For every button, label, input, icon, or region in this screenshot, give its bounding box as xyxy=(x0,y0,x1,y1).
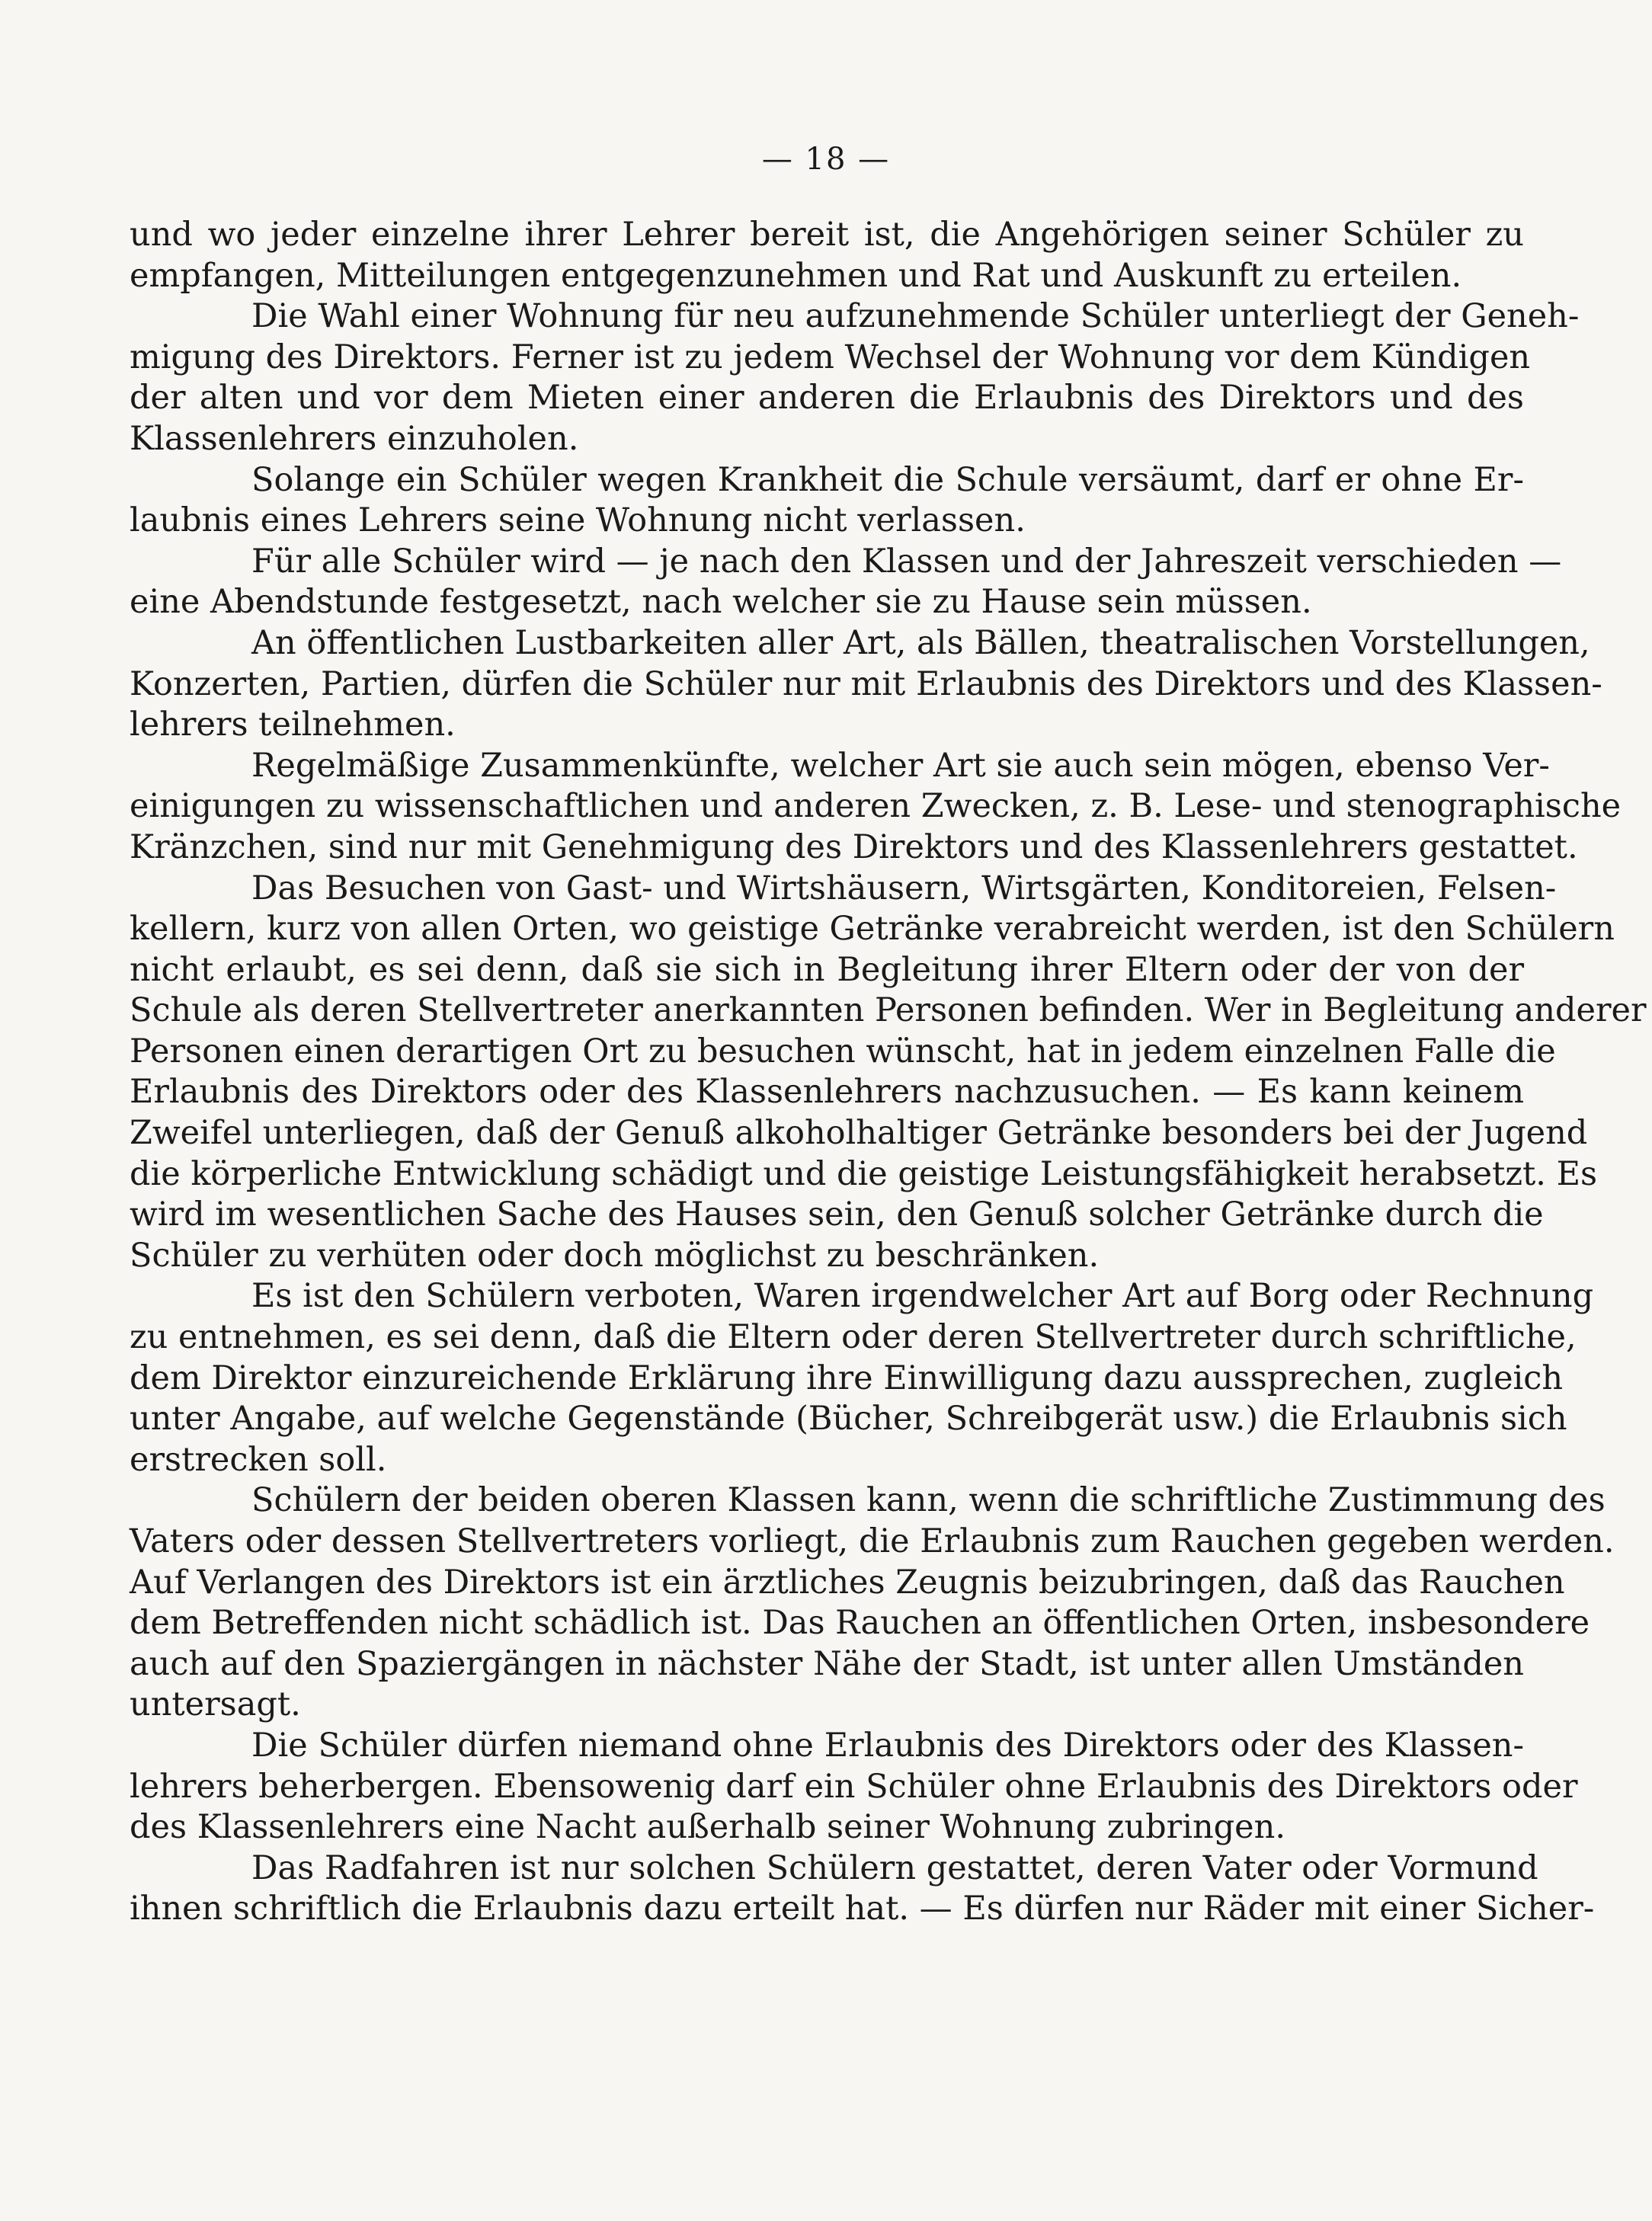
text-line: und wo jeder einzelne ihrer Lehrer bereit ist, die Angehörigen seiner Schüler zu xyxy=(130,216,1524,254)
paragraph xyxy=(130,296,1580,459)
text-line: Regelmäßige Zusammenkünfte, welcher Art sie auch sein mögen, ebenso Ver- xyxy=(251,746,1550,785)
text-line: empfangen, Mitteilungen entgegenzunehmen und Rat und Auskunft zu erteilen. xyxy=(130,256,1462,295)
text-line: die körperliche Entwicklung schädigt und die geistige Leistungsfähigkeit herabsetzt. Es xyxy=(130,1154,1598,1193)
text-line: Konzerten, Partien, dürfen die Schüler nur mit Erlaubnis des Direktors und des Klassen- xyxy=(130,664,1602,703)
text-line: des Klassenlehrers eine Nacht außerhalb seiner Wohnung zubringen. xyxy=(130,1808,1285,1847)
paragraph xyxy=(130,1726,1578,1848)
text-line: Es ist den Schülern verboten, Waren irgendwelcher Art auf Borg oder Rechnung xyxy=(251,1277,1594,1316)
paragraph xyxy=(130,1848,1595,1930)
text-line: Für alle Schüler wird — je nach den Klassen und der Jahreszeit verschieden — xyxy=(251,542,1562,581)
text-line: eine Abendstunde festgesetzt, nach welcher sie zu Hause sein müssen. xyxy=(130,583,1312,622)
text-line: Das Radfahren ist nur solchen Schülern gestattet, deren Vater oder Vormund xyxy=(251,1848,1538,1887)
text-line: lehrers beherbergen. Ebensowenig darf ein Schüler ohne Erlaubnis des Direktors oder xyxy=(130,1767,1578,1806)
text-line: wird im wesentlichen Sache des Hauses sein, den Genuß solcher Getränke durch die xyxy=(130,1195,1544,1234)
text-line: Personen einen derartigen Ort zu besuchen wünscht, hat in jedem einzelnen Falle die xyxy=(130,1032,1556,1070)
text-line: Vaters oder dessen Stellvertreters vorliegt, die Erlaubnis zum Rauchen gegeben werden. xyxy=(130,1522,1615,1560)
text-line: migung des Direktors. Ferner ist zu jedem Wechsel der Wohnung vor dem Kündigen xyxy=(130,338,1531,376)
text-line: dem Betreffenden nicht schädlich ist. Das Rauchen an öffentlichen Orten, insbesondere xyxy=(130,1604,1590,1643)
text-line: Das Besuchen von Gast- und Wirtshäusern, Wirtsgärten, Konditoreien, Felsen- xyxy=(251,869,1557,907)
text-line: einigungen zu wissenschaftlichen und anderen Zwecken, z. B. Lese- und stenographische xyxy=(130,787,1622,826)
paragraph xyxy=(130,623,1602,746)
paragraph xyxy=(130,746,1622,869)
text-line: unter Angabe, auf welche Gegenstände (Bücher, Schreibgerät usw.) die Erlaubnis sich xyxy=(130,1400,1567,1439)
text-line: Die Schüler dürfen niemand ohne Erlaubnis des Direktors oder des Klassen- xyxy=(251,1726,1524,1765)
text-line: Erlaubnis des Direktors oder des Klassenlehrers nachzusuchen. — Es kann keinem xyxy=(130,1073,1524,1112)
text-line: erstrecken soll. xyxy=(130,1440,387,1479)
text-line: Klassenlehrers einzuholen. xyxy=(130,419,579,458)
text-line: Solange ein Schüler wegen Krankheit die Schule versäumt, darf er ohne Er- xyxy=(251,460,1524,499)
body-text xyxy=(130,215,1647,1930)
text-line: Schüler zu verhüten oder doch möglichst zu beschränken. xyxy=(130,1236,1100,1275)
paragraph xyxy=(130,460,1524,542)
text-line: laubnis eines Lehrers seine Wohnung nicht verlassen. xyxy=(130,501,1026,540)
text-line: ihnen schriftlich die Erlaubnis dazu erteilt hat. — Es dürfen nur Räder mit einer Sicher- xyxy=(130,1890,1595,1928)
text-line: kellern, kurz von allen Orten, wo geistige Getränke verabreicht werden, ist den Schülern xyxy=(130,910,1615,949)
text-line: der alten und vor dem Mieten einer anderen die Erlaubnis des Direktors und des xyxy=(130,379,1524,418)
paragraph xyxy=(130,1276,1594,1480)
text-line: zu entnehmen, es sei denn, daß die Eltern oder deren Stellvertreter durch schriftliche, xyxy=(130,1318,1577,1357)
text-line: nicht erlaubt, es sei denn, daß sie sich in Begleitung ihrer Eltern oder der von der xyxy=(130,950,1524,989)
text-line: dem Direktor einzureichende Erklärung ihre Einwilligung dazu aussprechen, zugleich xyxy=(130,1359,1564,1397)
text-line: untersagt. xyxy=(130,1685,301,1724)
text-line: An öffentlichen Lustbarkeiten aller Art, als Bällen, theatralischen Vorstellungen, xyxy=(251,623,1590,662)
text-line: lehrers teilnehmen. xyxy=(130,706,456,744)
text-line: Zweifel unterliegen, daß der Genuß alkoholhaltiger Getränke besonders bei der Jugend xyxy=(130,1114,1588,1153)
page-number: — 18 — xyxy=(761,142,891,177)
text-line: Schule als deren Stellvertreter anerkannten Personen befinden. Wer in Begleitung anderer xyxy=(130,991,1647,1030)
text-line: auch auf den Spaziergängen in nächster Nähe der Stadt, ist unter allen Umständen xyxy=(130,1644,1524,1683)
text-line: Auf Verlangen des Direktors ist ein ärztliches Zeugnis beizubringen, daß das Rauchen xyxy=(130,1563,1565,1602)
paragraph xyxy=(130,1480,1615,1726)
paragraph xyxy=(130,869,1647,1277)
text-line: Kränzchen, sind nur mit Genehmigung des Direktors und des Klassenlehrers gestattet. xyxy=(130,827,1578,866)
text-line: Schülern der beiden oberen Klassen kann, wenn die schriftliche Zustimmung des xyxy=(251,1481,1606,1520)
paragraph xyxy=(130,542,1562,623)
paragraph xyxy=(130,215,1524,296)
text-line: Die Wahl einer Wohnung für neu aufzunehmende Schüler unterliegt der Geneh- xyxy=(251,297,1580,336)
